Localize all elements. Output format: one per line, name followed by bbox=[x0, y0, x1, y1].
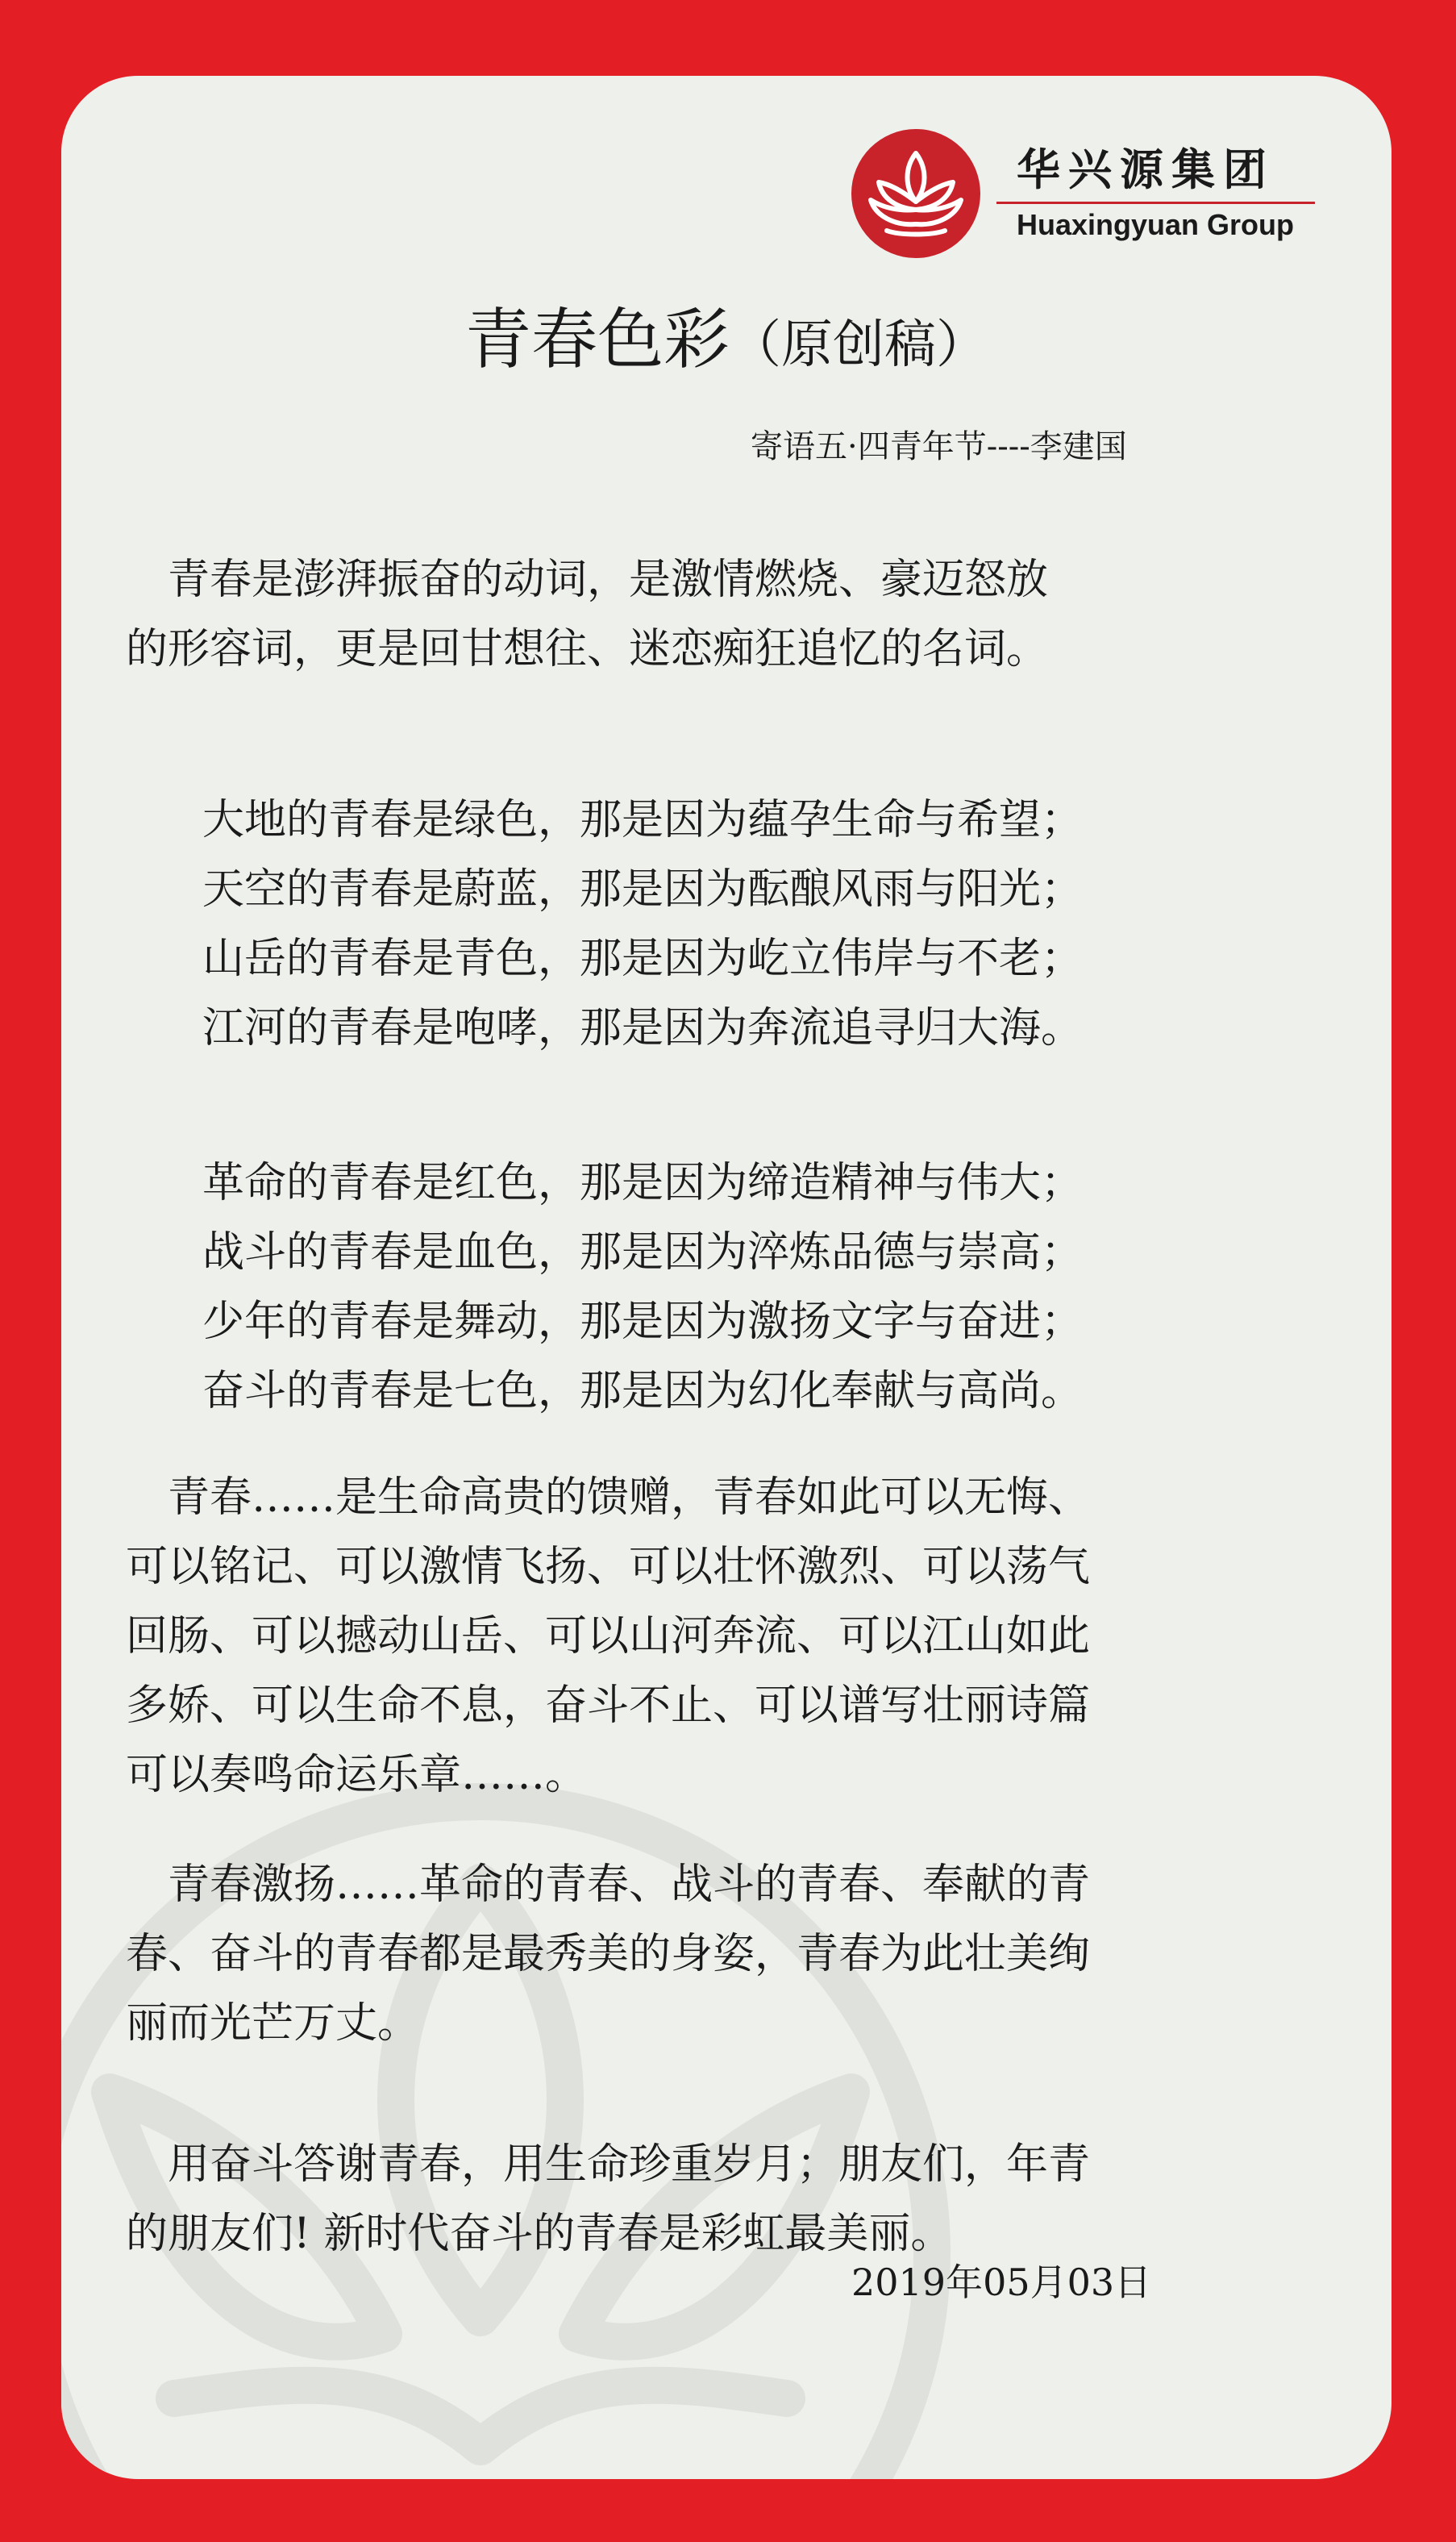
text-line: 丽而光芒万丈。 bbox=[126, 1999, 420, 2048]
text-line: 多娇、可以生命不息，奋斗不止、可以谱写壮丽诗篇 bbox=[126, 1681, 1091, 1730]
text-line: 可以奏鸣命运乐章……。 bbox=[126, 1751, 588, 1799]
text-line: 的朋友们! 新时代奋斗的青春是彩虹最美丽。 bbox=[126, 2210, 953, 2258]
letter-card bbox=[61, 76, 1392, 2479]
verse-line: 天空的青春是蔚蓝，那是因为酝酿风雨与阳光； bbox=[202, 865, 1084, 914]
verse-line: 大地的青春是绿色，那是因为蕴孕生命与希望； bbox=[202, 796, 1084, 844]
paragraph-4 bbox=[126, 2130, 1335, 2269]
text-line: 青春……是生命高贵的馈赠，青春如此可以无悔、 bbox=[126, 1473, 1091, 1522]
paragraph-3 bbox=[126, 1850, 1335, 2058]
dedication-byline: 寄语五·四青年节----李建国 bbox=[751, 428, 1127, 465]
signature-date: 2019年05月03日 bbox=[851, 2261, 1152, 2304]
company-name-cn: 华兴源集团 bbox=[1017, 144, 1275, 195]
title-main: 青春色彩 bbox=[464, 302, 730, 378]
text-line: 青春激扬……革命的青春、战斗的青春、奉献的青 bbox=[126, 1861, 1091, 1909]
verse-line: 少年的青春是舞动，那是因为激扬文字与奋进； bbox=[202, 1298, 1084, 1346]
paragraph-1 bbox=[126, 545, 1335, 684]
paragraph-2 bbox=[126, 1463, 1335, 1810]
text-line: 春、奋斗的青春都是最秀美的身姿，青春为此壮美绚 bbox=[126, 1930, 1091, 1978]
verse-line: 江河的青春是咆哮，那是因为奔流追寻归大海。 bbox=[202, 1004, 1084, 1052]
verse-line: 革命的青春是红色，那是因为缔造精神与伟大； bbox=[202, 1159, 1084, 1207]
verse-group-1 bbox=[202, 786, 1392, 1063]
lotus-logo-icon bbox=[851, 129, 980, 258]
text-line: 可以铭记、可以激情飞扬、可以壮怀激烈、可以荡气 bbox=[126, 1543, 1091, 1591]
page-title bbox=[61, 287, 1392, 381]
verse-line: 山岳的青春是青色，那是因为屹立伟岸与不老； bbox=[202, 935, 1084, 983]
title-note: （原创稿） bbox=[730, 315, 988, 375]
text-line: 的形容词，更是回甘想往、迷恋痴狂追忆的名词。 bbox=[126, 625, 1049, 673]
verse-line: 战斗的青春是血色，那是因为淬炼品德与崇高； bbox=[202, 1228, 1084, 1277]
text-line: 回肠、可以撼动山岳、可以山河奔流、可以江山如此 bbox=[126, 1612, 1091, 1661]
company-name-en: Huaxingyuan Group bbox=[1017, 208, 1295, 241]
verse-line: 奋斗的青春是七色，那是因为幻化奉献与高尚。 bbox=[202, 1367, 1084, 1415]
text-line: 青春是澎湃振奋的动词，是激情燃烧、豪迈怒放 bbox=[126, 556, 1049, 604]
text-line: 用奋斗答谢青春，用生命珍重岁月；朋友们，年青 bbox=[126, 2140, 1091, 2189]
verse-group-2 bbox=[202, 1148, 1392, 1426]
logo-divider bbox=[996, 202, 1315, 204]
company-logo bbox=[851, 129, 1327, 258]
